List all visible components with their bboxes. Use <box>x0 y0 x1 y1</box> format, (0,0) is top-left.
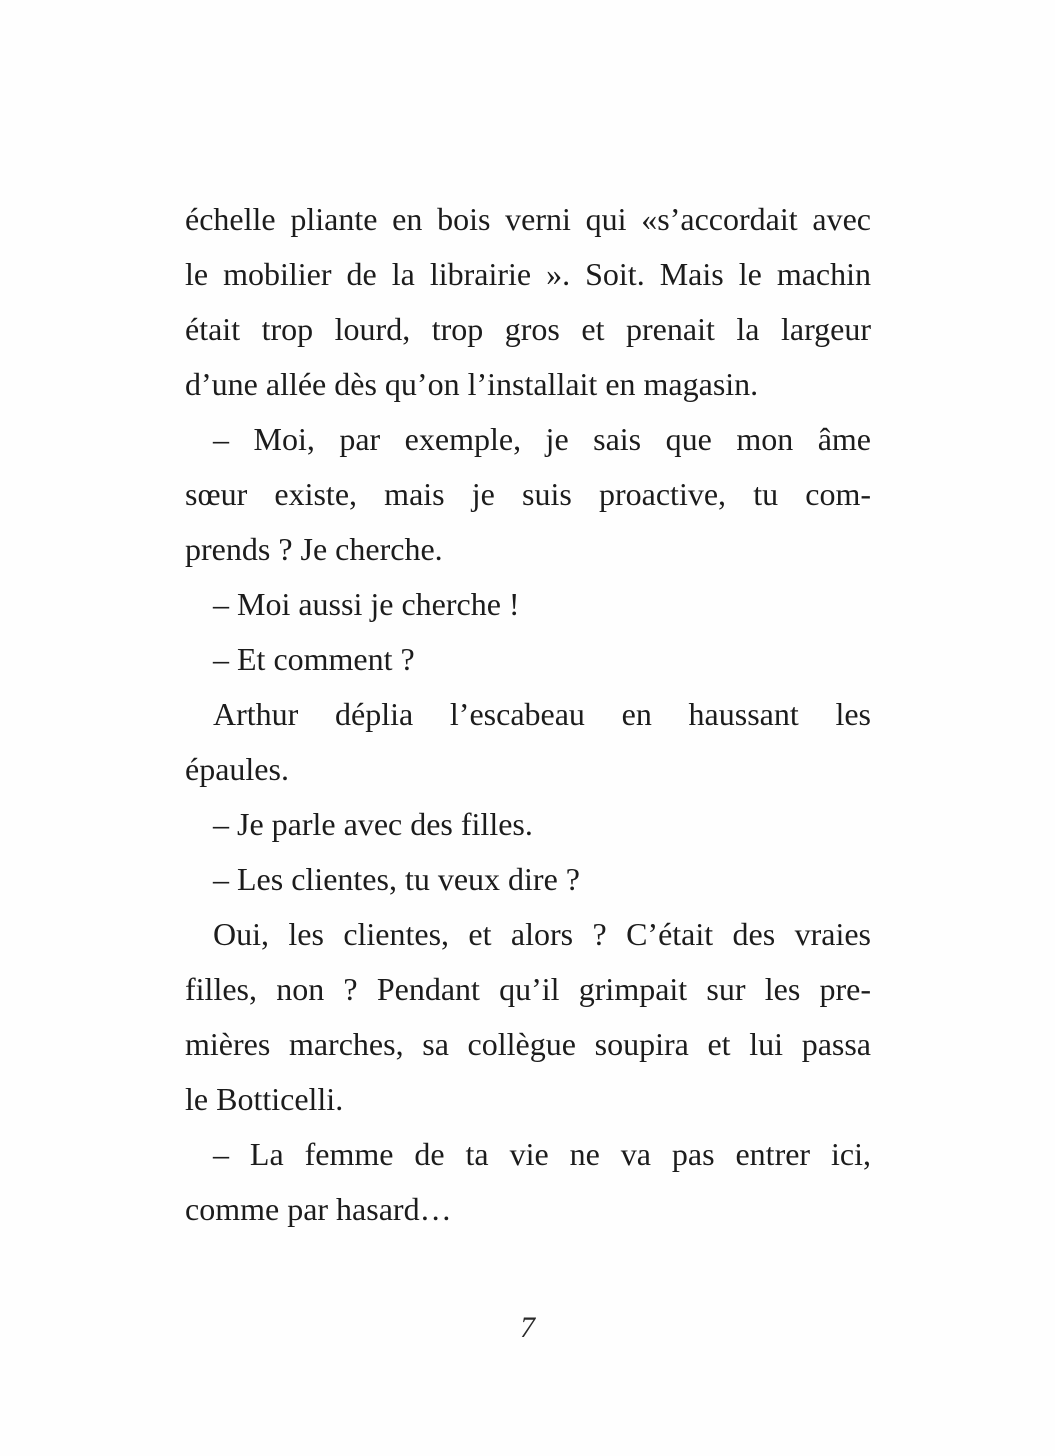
text-line: – Les clientes, tu veux dire ? <box>213 861 580 897</box>
page-number: 7 <box>520 1311 535 1344</box>
text-line: – Moi, par exemple, je sais que mon âme <box>213 421 871 457</box>
paragraph <box>185 687 871 797</box>
paragraph <box>185 907 871 1127</box>
paragraph <box>185 852 871 907</box>
text-line: Arthur déplia l’escabeau en haussant les <box>213 696 871 732</box>
text-block <box>185 192 871 1237</box>
paragraph <box>185 577 871 632</box>
text-line: Oui, les clientes, et alors ? C’était des vraies <box>213 916 871 952</box>
text-line: échelle pliante en bois verni qui «s’accordait avec <box>185 201 871 237</box>
text-line: mières marches, sa collègue soupira et lui passa <box>185 1026 871 1062</box>
text-line: filles, non ? Pendant qu’il grimpait sur les pre- <box>185 971 871 1007</box>
text-line: d’une allée dès qu’on l’installait en magasin. <box>185 366 759 402</box>
paragraph <box>185 632 871 687</box>
text-line: était trop lourd, trop gros et prenait la largeur <box>185 311 871 347</box>
text-line: – Moi aussi je cherche ! <box>213 586 520 622</box>
text-line: prends ? Je cherche. <box>185 531 443 567</box>
paragraph <box>185 412 871 577</box>
text-line: sœur existe, mais je suis proactive, tu com- <box>185 476 871 512</box>
text-line: comme par hasard… <box>185 1191 452 1227</box>
text-line: – Et comment ? <box>213 641 415 677</box>
paragraph <box>185 1127 871 1237</box>
text-line: épaules. <box>185 751 289 787</box>
paragraph <box>185 797 871 852</box>
text-line: le mobilier de la librairie ». Soit. Mais le machin <box>185 256 871 292</box>
text-line: – La femme de ta vie ne va pas entrer ici, <box>213 1136 871 1172</box>
text-line: le Botticelli. <box>185 1081 344 1117</box>
paragraph <box>185 192 871 412</box>
text-line: – Je parle avec des filles. <box>213 806 533 842</box>
